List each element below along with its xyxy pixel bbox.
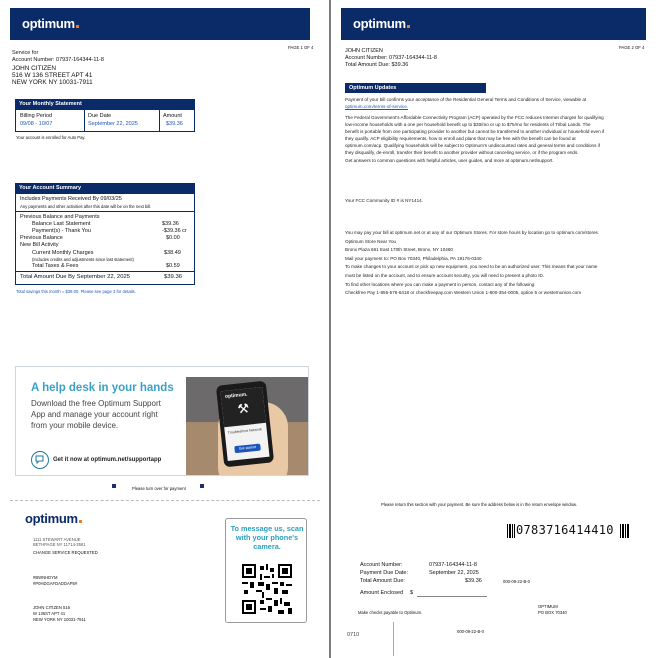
optimum-updates-title: Optimum Updates xyxy=(345,83,486,93)
due-date-label: Due Date xyxy=(88,113,112,119)
slip-account-label: Account Number: xyxy=(360,562,403,568)
total-amount-due: Total Amount Due: $39.36 xyxy=(345,62,409,68)
phone xyxy=(216,381,274,468)
customer-city: NEW YORK NY 10031-7911 xyxy=(12,79,93,87)
account-summary-title: Your Account Summary xyxy=(15,183,195,193)
includes-credits-note: (Includes credits and adjustments since last statement) xyxy=(32,257,134,262)
qr-message-box xyxy=(225,518,307,623)
monthly-statement-title: Your Monthly Statement xyxy=(15,99,195,109)
optimum-logo: optimum xyxy=(22,16,79,31)
phone-card-text: Troubleshoot Network xyxy=(227,427,262,435)
taxes-label: Total Taxes & Fees xyxy=(32,263,79,269)
new-bill-label: New Bill Activity xyxy=(20,242,59,248)
remit-logo: optimum xyxy=(25,510,125,530)
statement-page-2 xyxy=(331,0,659,658)
support-app-promo xyxy=(15,366,309,476)
tools-icon: ⚒ xyxy=(236,400,250,417)
corner-mark xyxy=(200,484,204,488)
slip-bottom-code: 000-09-22-B-0 xyxy=(457,629,485,634)
page-number: PAGE 2 OF 4 xyxy=(619,45,645,50)
balance-last-label: Balance Last Statement xyxy=(32,221,91,227)
community-id: Your FCC Community ID # is NY1414. xyxy=(345,198,423,203)
slip-bottom-code-left: 0710 xyxy=(347,632,360,638)
slip-due-value: September 22, 2025 xyxy=(429,570,479,576)
tear-line xyxy=(10,500,320,501)
total-due-label: Total Amount Due By September 22, 2025 xyxy=(20,274,131,280)
slip-due-label: Payment Due Date: xyxy=(360,570,408,576)
payment-info: You may pay your bill at optimum.net or at any of our Optimum Stores. For store hours by location go to optimum.com/stores. Optimum Store Near You Bronx Plaza 661 East 170th Street, Bronx, NY 10460 Mail your payment to: PO Box 70340, Philadelphia, PA 19176-0340 To make changes to your account or pick up new equipment, you need to be an authorized user. This means that your name must be listed on the account, and to ensure account security, you will need to present a photo ID. To find other locations where you can make a payment in person, contact any of the following: Checkfree Pay 1-855-576-6418 or checkfreepay.com Western Union 1-800-354-0005, option 5 or westernunion.com xyxy=(345,230,600,296)
account-summary-table xyxy=(15,193,195,285)
account-number: Account Number: 07937-164344-11-8 xyxy=(345,55,437,61)
balance-last-value: $39.36 xyxy=(162,221,179,227)
slip-total-label: Total Amount Due: xyxy=(360,578,405,584)
payee-name: OPTIMUM xyxy=(538,604,558,609)
due-date-value: September 22, 2025 xyxy=(88,121,138,127)
amount-enclosed-label: Amount Enclosed xyxy=(360,590,404,596)
barcode-icon xyxy=(507,524,515,538)
payments-value: -$39.36 cr xyxy=(162,228,187,234)
return-note: Please return this section with your payment. Be sure the address below is in the return envelope window. xyxy=(381,502,577,507)
promo-cta[interactable]: Get it now at optimum.net/supportapp xyxy=(53,457,162,463)
mail-code-1: #BWNHDYM xyxy=(33,575,58,580)
autopay-note: Your account is enrolled for Auto Pay. xyxy=(16,135,86,140)
qr-code-icon[interactable] xyxy=(242,564,292,614)
mail-name: JOHN CITIZEN 516 xyxy=(33,605,70,610)
includes-payments: Includes Payments Received By 09/03/25 xyxy=(20,196,122,202)
slip-divider xyxy=(393,622,394,656)
amount-value: $39.36 xyxy=(166,121,183,127)
customer-address xyxy=(12,65,93,87)
mail-city: NEW YORK NY 10031-7911 xyxy=(33,617,86,622)
page-2-header-bar xyxy=(341,8,646,40)
current-charges-label: Current Monthly Charges xyxy=(32,250,94,256)
statement-page-1 xyxy=(0,0,329,658)
remit-address-1: 1111 STEWART AVENUE xyxy=(33,537,81,542)
chat-bubble-icon xyxy=(31,451,49,469)
phone-get-started-button: Get started xyxy=(234,444,261,454)
amount-enclosed-symbol: $ xyxy=(410,590,414,596)
slip-total-value: $39.36 xyxy=(465,578,482,584)
checks-payable-note: Make checks payable to Optimum. xyxy=(358,610,423,615)
page-number: PAGE 1 OF 4 xyxy=(288,45,314,50)
payments-label: Payment(s) - Thank You xyxy=(32,228,91,234)
terms-link[interactable]: optimum.com/terms-of-service. xyxy=(345,104,409,110)
optimum-logo: optimum xyxy=(353,16,410,31)
promo-headline: A help desk in your hands xyxy=(31,382,174,394)
service-for-label: Service for xyxy=(12,50,39,56)
taxes-value: $0.59 xyxy=(166,263,180,269)
monthly-statement-table xyxy=(15,109,195,132)
hand-holding-phone-photo xyxy=(186,377,309,476)
scan-line-number: 0783716414410 xyxy=(516,523,614,537)
customer-street: 516 W 136 STREET APT 41 xyxy=(12,72,93,80)
savings-note: Total savings this month = $38.00. Please see page 3 for details. xyxy=(16,289,136,294)
corner-mark xyxy=(112,484,116,488)
summary-note: Any payments and other activities after this date will be on the next bill. xyxy=(20,204,152,209)
amount-label: Amount xyxy=(163,113,182,119)
mail-code-2: #P0HDGAFDADDAP5# xyxy=(33,581,78,586)
phone-screen xyxy=(220,387,269,461)
promo-body: Download the free Optimum Support App and manage your account right from your mobile device. xyxy=(31,399,161,430)
terms-paragraph: Payment of your bill confirms your acceptance of the Residential General Terms and Conditions of Service, viewable at optimum.com/terms-of-service. xyxy=(345,96,645,110)
acp-paragraph: The Federal Government's Affordable Connectivity Program (ACP) operated by the FCC reduces Internet charges for qualifying low-income households with a one per household benefit up to $30/mo or up to $75/mo for residents of Tribal Lands. The benefit is portable from one participating provider to another but cannot be transferred to another individual or household even if they qualify. ACP eligibility requirements, how to enroll and plans that may be free with the benefit can be found at optimum.com/acp. Qualifying households will be subject to Optimum's undiscounted rates and general terms and conditions if they disqualify, de-enroll, transfer their benefit to another provider without canceling service, or if the program ends. Get answers to common questions with helpful articles, user guides, and more at optimum.net/support. xyxy=(345,115,605,163)
billing-period-value: 09/08 - 10/07 xyxy=(20,121,53,127)
previous-balance-header: Previous Balance and Payments xyxy=(20,214,100,220)
barcode-icon xyxy=(620,524,630,538)
previous-balance-value: $0.00 xyxy=(166,235,180,241)
phone-brand: optimum. xyxy=(224,391,248,400)
slip-account-value: 07937-164344-11-8 xyxy=(429,562,477,568)
customer-name: JOHN CITIZEN xyxy=(345,48,383,54)
total-due-value: $39.36 xyxy=(164,274,183,280)
turn-over-note: Please turn over for payment xyxy=(132,486,186,491)
change-service-requested: CHANGE SERVICE REQUESTED xyxy=(33,550,98,555)
qr-caption: To message us, scan with your phone's camera. xyxy=(230,524,304,551)
current-charges-value: $38.49 xyxy=(164,250,181,256)
page-1-header-bar xyxy=(10,8,310,40)
payee-address: PO BOX 70340 xyxy=(538,610,567,615)
slip-code: 000-09-22-B-0 xyxy=(503,579,531,584)
previous-balance-label: Previous Balance xyxy=(20,235,63,241)
remit-address-2: BETHPAGE NY 11714-3581 xyxy=(33,542,86,547)
mail-street: W 136ST APT 41 xyxy=(33,611,66,616)
customer-name: JOHN CITIZEN xyxy=(12,65,57,72)
billing-period-label: Billing Period xyxy=(20,113,53,119)
amount-enclosed-field[interactable] xyxy=(417,596,487,597)
account-number: Account Number: 07937-164344-11-8 xyxy=(12,57,104,63)
